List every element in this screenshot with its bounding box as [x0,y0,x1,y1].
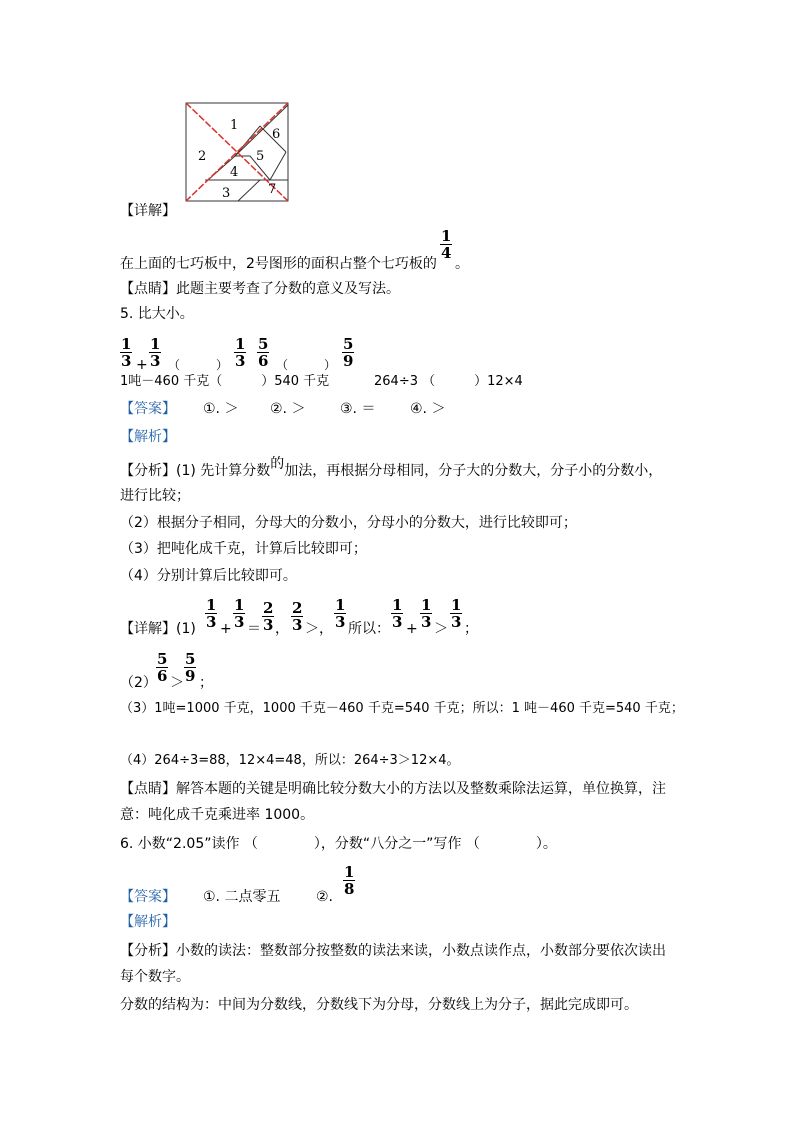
paragraph: 【点睛】解答本题的关键是明确比较分数大小的方法以及整数乘除法运算，单位换算，注 [120,781,666,797]
paragraph: 【分析】(1) 先计算分数的加法，再根据分母相同，分子大的分数大，分子小的分数小， [120,456,663,479]
fraction: $\frac{1}{3}$ [335,596,346,631]
operator: ＞， [305,621,333,637]
operator: ， [275,621,289,637]
answer-3: ③. ＝ [340,401,376,417]
fraction: $\frac{1}{3}$ [150,335,161,370]
fraction: $\frac{1}{3}$ [206,596,217,631]
operator: ＞ [170,675,184,691]
fraction: $\frac{5}{9}$ [343,335,354,370]
paragraph: 进行比较； [120,488,190,504]
blank: （ ） [276,358,337,372]
section-tag: 【详解】 [120,203,176,219]
blank: （ ） [168,358,229,372]
paragraph: 【详解】(1) [120,621,196,637]
paragraph: 【点睛】此题主要考查了分数的意义及写法。 [120,281,400,297]
piece-label: 3 [222,186,231,201]
answer-1: ①. ＞ [203,401,239,417]
fraction: $\frac{1}{3}$ [421,596,432,631]
answer-2-label: ②. [316,889,334,905]
operator: ； [464,621,478,637]
piece-label: 4 [230,165,239,180]
tangram-figure [180,100,292,206]
fraction: $\frac{1}{3}$ [121,335,132,370]
fraction: $\frac{2}{3}$ [292,599,303,634]
fraction: $\frac{1}{8}$ [344,863,355,898]
fraction: $\frac{5}{9}$ [185,650,196,685]
fraction: $\frac{2}{3}$ [263,599,274,634]
fraction: $\frac{1}{3}$ [235,335,246,370]
analysis-tag: 【解析】 [120,429,176,445]
paragraph: 【分析】小数的读法：整数部分按整数的读法来读，小数点读作点，小数部分要依次读出 [120,943,666,959]
paragraph: （4）264÷3=88，12×4=48，所以：264÷3＞12×4。 [120,753,460,768]
answer-tag: 【答案】 [120,401,176,417]
piece-label: 1 [230,118,239,133]
operator: ； [199,675,213,691]
fraction: $\frac{5}{6}$ [157,650,168,685]
fraction: $\frac{1}{3}$ [451,596,462,631]
analysis-tag: 【解析】 [120,914,176,930]
paragraph: （2）根据分子相同，分母大的分数小，分母小的分数大，进行比较即可； [120,515,577,531]
answer-1: ①. 二点零五 [203,889,281,905]
punct: 。 [455,256,469,272]
paragraph: 分数的结构为：中间为分数线，分数线下为分母，分数线上为分子，据此完成即可。 [120,997,638,1013]
paragraph: 意：吨化成千克乘进率 1000。 [120,807,315,823]
piece-label: 2 [198,149,207,164]
problem-3: 1吨－460 千克（ ）540 千克 [120,374,330,389]
fraction: $\frac{1}{3}$ [234,596,245,631]
paragraph: （3）把吨化成千克，计算后比较即可； [120,541,367,557]
operator: ＞ [434,621,448,637]
fraction: $\frac{5}{6}$ [258,335,269,370]
paragraph: 每个数字。 [120,969,190,985]
fraction: $\frac{1}{4}$ [441,227,452,262]
piece-label: 7 [268,182,277,197]
section-tag: 【点睛】 [120,281,176,297]
operator: ＝ [247,621,261,637]
section-tag: 【分析】 [120,463,176,479]
paragraph: （3）1吨=1000 千克，1000 千克－460 千克=540 千克；所以：1 吨－460 千克=540 千克； [120,701,684,716]
fraction: $\frac{1}{3}$ [392,596,403,631]
question-title: 5. 比大小。 [120,306,194,322]
paragraph: （2） [120,675,157,691]
text: 所以： [348,621,390,637]
answer-4: ④. ＞ [410,401,446,417]
piece-label: 6 [272,127,281,142]
answer-tag: 【答案】 [120,889,176,905]
question-title: 6. 小数“2.05”读作 （ ），分数“八分之一”写作 （ ）。 [120,836,557,852]
paragraph: 在上面的七巧板中，2号图形的面积占整个七巧板的 [120,256,437,272]
section-tag: 【详解】 [120,621,176,637]
operator: + [136,357,148,373]
problem-4: 264÷3 （ ）12×4 [374,374,523,389]
answer-2: ②. ＞ [270,401,306,417]
paragraph: （4）分别计算后比较即可。 [120,568,297,584]
section-tag: 【点睛】 [120,781,176,797]
section-tag: 【分析】 [120,943,176,959]
piece-label: 5 [256,149,265,164]
